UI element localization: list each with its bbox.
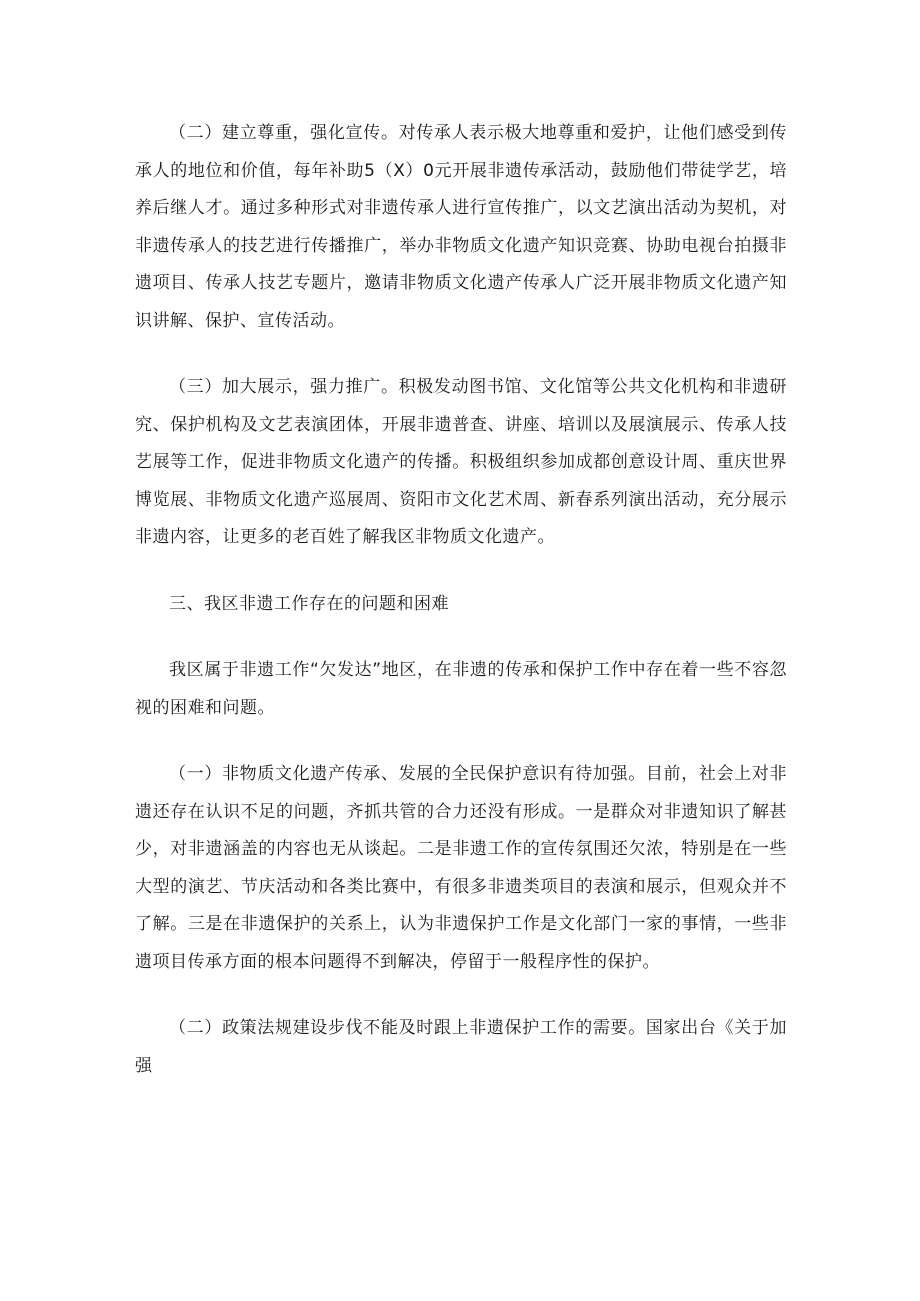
paragraph-protection-awareness: （一）非物质文化遗产传承、发展的全民保护意识有待加强。目前，社会上对非遗还存在认识不足的问题，齐抓共管的合力还没有形成。一是群众对非遗知识了解甚少，对非遗涵盖的内容也无从谈起。二是非遗工作的宣传氛围还欠浓，特别是在一些大型的演艺、节庆活动和各类比赛中，有很多非遗类项目的表演和展示，但观众并不了解。三是在非遗保护的关系上，认为非遗保护工作是文化部门一家的事情，一些非遗项目传承方面的根本问题得不到解决，停留于一般程序性的保护。 (135, 764, 787, 972)
paragraph-underdeveloped-area: 我区属于非遗工作“欠发达”地区，在非遗的传承和保护工作中存在着一些不容忽视的困难和问题。 (135, 660, 787, 718)
document-page (135, 115, 787, 1085)
paragraph-exhibition-promotion: （三）加大展示，强力推广。积极发动图书馆、文化馆等公共文化机构和非遗研究、保护机构及文艺表演团体，开展非遗普查、讲座、培训以及展演展示、传承人技艺展等工作，促进非物质文化遗产的传播。积极组织参加成都创意设计周、重庆世界博览展、非物质文化遗产巡展周、资阳市文化艺术周、新春系列演出活动，充分展示非遗内容，让更多的老百姓了解我区非物质文化遗产。 (135, 377, 787, 547)
paragraph-policy-regulations: （二）政策法规建设步伐不能及时跟上非遗保护工作的需要。国家出台《关于加强 (135, 1018, 787, 1076)
paragraph-respect-promotion: （二）建立尊重，强化宣传。对传承人表示极大地尊重和爱护，让他们感受到传承人的地位和价值，每年补助5（X）0元开展非遗传承活动，鼓励他们带徒学艺，培养后继人才。通过多种形式对非遗传承人进行宣传推广，以文艺演出活动为契机，对非遗传承人的技艺进行传播推广，举办非物质文化遗产知识竞赛、协助电视台拍摄非遗项目、传承人技艺专题片，邀请非物质文化遗产传承人广泛开展非物质文化遗产知识讲解、保护、宣传活动。 (135, 123, 787, 331)
section-heading-problems: 三、我区非遗工作存在的问题和困难 (169, 593, 449, 614)
